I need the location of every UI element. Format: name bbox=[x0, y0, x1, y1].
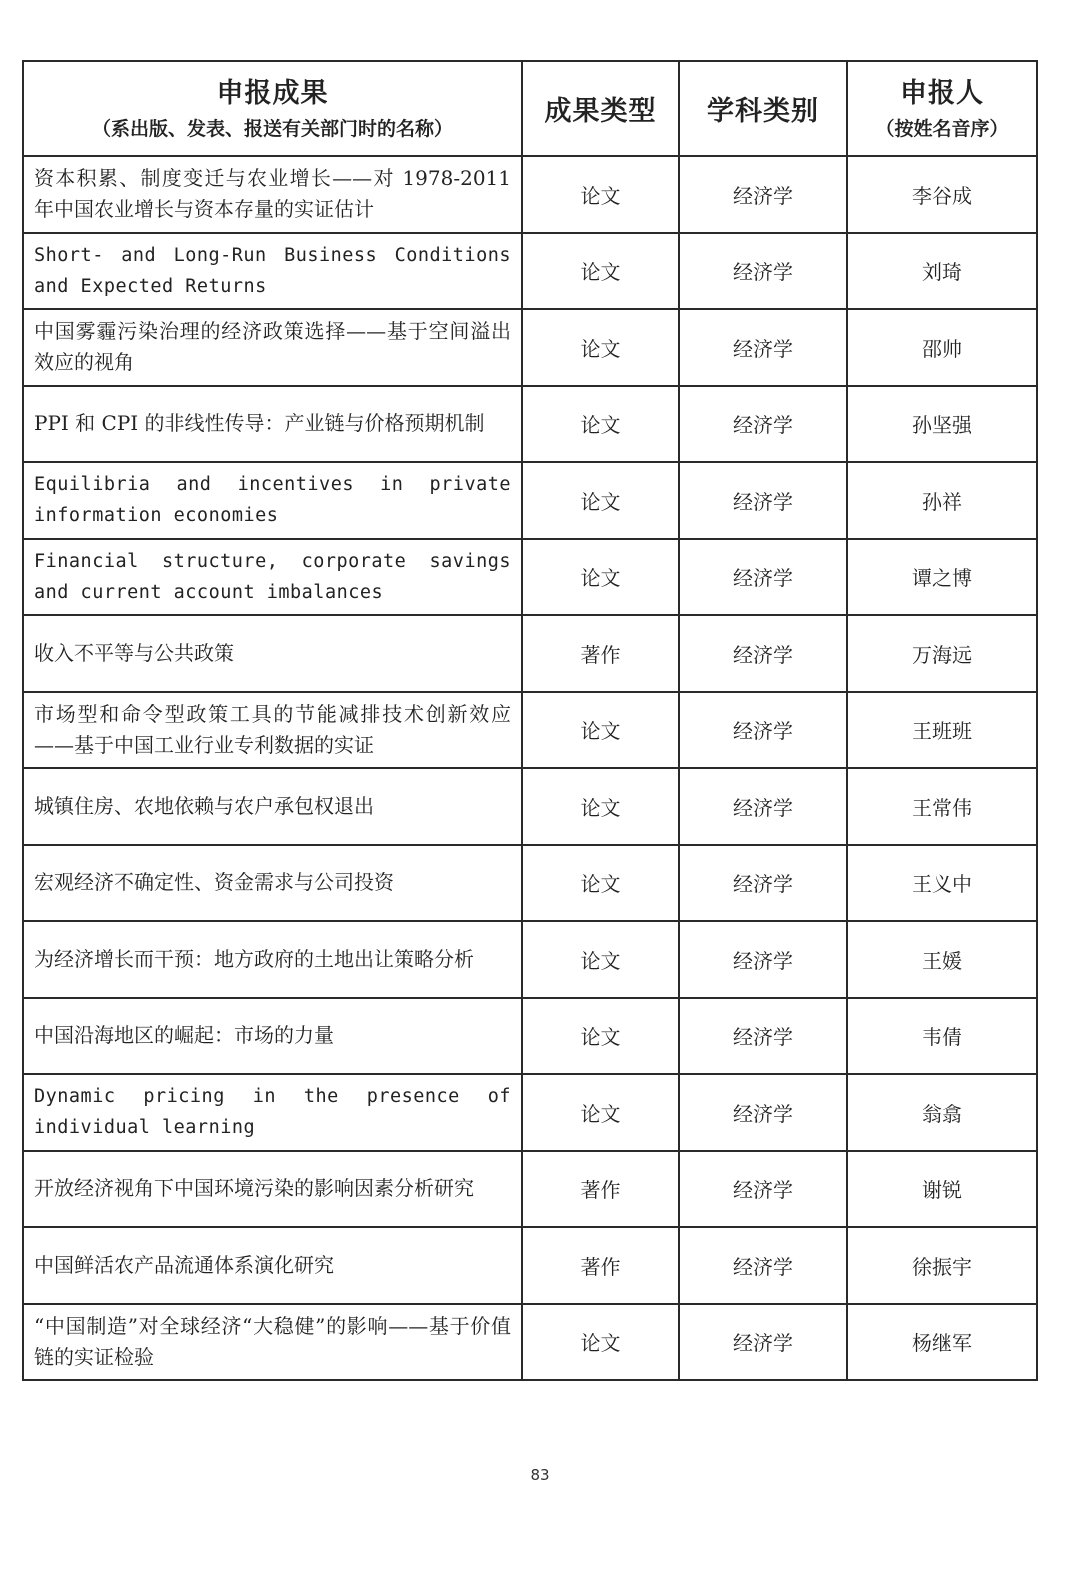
discipline: 经济学 bbox=[679, 998, 847, 1075]
applicant-name: 王媛 bbox=[847, 921, 1037, 998]
achievement-type: 论文 bbox=[522, 998, 679, 1075]
table-row bbox=[23, 615, 1037, 692]
discipline: 经济学 bbox=[679, 1074, 847, 1151]
achievement-type: 论文 bbox=[522, 309, 679, 386]
applicant-name: 刘琦 bbox=[847, 233, 1037, 310]
discipline: 经济学 bbox=[679, 1304, 847, 1381]
applicant-name: 万海远 bbox=[847, 615, 1037, 692]
applicant-name: 谢锐 bbox=[847, 1151, 1037, 1228]
applicant-name: 谭之博 bbox=[847, 539, 1037, 616]
achievement-type: 论文 bbox=[522, 692, 679, 769]
table-row bbox=[23, 462, 1037, 539]
achievement-type: 论文 bbox=[522, 845, 679, 922]
table-row bbox=[23, 1151, 1037, 1228]
applicant-name: 孙坚强 bbox=[847, 386, 1037, 463]
achievement-title: 为经济增长而干预：地方政府的土地出让策略分析 bbox=[34, 946, 474, 971]
achievement-title: 开放经济视角下中国环境污染的影响因素分析研究 bbox=[34, 1176, 474, 1201]
achievement-title-cell bbox=[23, 1227, 522, 1304]
discipline: 经济学 bbox=[679, 309, 847, 386]
table-row bbox=[23, 768, 1037, 845]
achievement-title: 中国沿海地区的崛起：市场的力量 bbox=[34, 1023, 334, 1048]
achievement-title: PPI 和 CPI 的非线性传导：产业链与价格预期机制 bbox=[34, 411, 485, 436]
header-type bbox=[522, 61, 679, 156]
header-achievement-title: 申报成果 bbox=[216, 77, 329, 109]
header-type-label: 成果类型 bbox=[544, 96, 657, 127]
achievement-title: Equilibria and incentives in private information economies bbox=[34, 474, 511, 527]
achievement-title: 城镇住房、农地依赖与农户承包权退出 bbox=[34, 793, 374, 818]
applicant-name: 王班班 bbox=[847, 692, 1037, 769]
achievement-type: 论文 bbox=[522, 768, 679, 845]
applicant-name: 王常伟 bbox=[847, 768, 1037, 845]
achievement-title: Dynamic pricing in the presence of individual learning bbox=[34, 1086, 511, 1139]
achievement-type: 著作 bbox=[522, 615, 679, 692]
discipline: 经济学 bbox=[679, 615, 847, 692]
achievement-type: 论文 bbox=[522, 156, 679, 233]
discipline: 经济学 bbox=[679, 462, 847, 539]
achievement-title-cell bbox=[23, 539, 522, 616]
achievement-type: 论文 bbox=[522, 539, 679, 616]
discipline: 经济学 bbox=[679, 1151, 847, 1228]
achievement-title-cell bbox=[23, 1074, 522, 1151]
discipline: 经济学 bbox=[679, 386, 847, 463]
header-applicant bbox=[847, 61, 1037, 156]
applicant-name: 李谷成 bbox=[847, 156, 1037, 233]
achievement-title: 市场型和命令型政策工具的节能减排技术创新效应——基于中国工业行业专利数据的实证 bbox=[34, 701, 511, 757]
achievement-type: 论文 bbox=[522, 462, 679, 539]
achievement-title: 收入不平等与公共政策 bbox=[34, 640, 234, 665]
table-row bbox=[23, 156, 1037, 233]
header-applicant-title: 申报人 bbox=[900, 77, 984, 109]
table-row bbox=[23, 386, 1037, 463]
achievement-type: 论文 bbox=[522, 921, 679, 998]
achievement-type: 著作 bbox=[522, 1151, 679, 1228]
achievement-type: 论文 bbox=[522, 233, 679, 310]
achievement-title: Financial structure, corporate savings and current account imbalances bbox=[34, 550, 511, 603]
applicant-name: 邵帅 bbox=[847, 309, 1037, 386]
table-row bbox=[23, 1227, 1037, 1304]
achievement-title-cell bbox=[23, 768, 522, 845]
achievement-title-cell bbox=[23, 921, 522, 998]
applicant-name: 韦倩 bbox=[847, 998, 1037, 1075]
achievement-title-cell bbox=[23, 233, 522, 310]
table-row bbox=[23, 921, 1037, 998]
achievement-title-cell bbox=[23, 615, 522, 692]
achievement-title-cell bbox=[23, 386, 522, 463]
applicant-name: 杨继军 bbox=[847, 1304, 1037, 1381]
discipline: 经济学 bbox=[679, 768, 847, 845]
header-achievement bbox=[23, 61, 522, 156]
achievement-title: “中国制造”对全球经济“大稳健”的影响——基于价值链的实证检验 bbox=[34, 1313, 511, 1369]
achievement-title: 资本积累、制度变迁与农业增长——对 1978-2011 年中国农业增长与资本存量的实证估计 bbox=[34, 166, 511, 222]
achievement-title: 中国鲜活农产品流通体系演化研究 bbox=[34, 1252, 334, 1277]
applicant-name: 徐振宇 bbox=[847, 1227, 1037, 1304]
achievement-title-cell bbox=[23, 1304, 522, 1381]
table-row bbox=[23, 1304, 1037, 1381]
header-achievement-note: （系出版、发表、报送有关部门时的名称） bbox=[91, 117, 453, 140]
achievement-type: 著作 bbox=[522, 1227, 679, 1304]
achievement-title-cell bbox=[23, 998, 522, 1075]
header-discipline-label: 学科类别 bbox=[707, 96, 819, 127]
achievement-title: 中国雾霾污染治理的经济政策选择——基于空间溢出效应的视角 bbox=[34, 319, 511, 375]
applicant-name: 孙祥 bbox=[847, 462, 1037, 539]
table-row bbox=[23, 233, 1037, 310]
discipline: 经济学 bbox=[679, 1227, 847, 1304]
applicant-name: 王义中 bbox=[847, 845, 1037, 922]
achievements-table bbox=[22, 60, 1038, 1381]
discipline: 经济学 bbox=[679, 921, 847, 998]
applicant-name: 翁翕 bbox=[847, 1074, 1037, 1151]
table-row bbox=[23, 692, 1037, 769]
table-row bbox=[23, 539, 1037, 616]
discipline: 经济学 bbox=[679, 845, 847, 922]
table-row bbox=[23, 1074, 1037, 1151]
achievement-type: 论文 bbox=[522, 1304, 679, 1381]
achievement-title-cell bbox=[23, 845, 522, 922]
discipline: 经济学 bbox=[679, 156, 847, 233]
discipline: 经济学 bbox=[679, 539, 847, 616]
achievement-title-cell bbox=[23, 156, 522, 233]
page-number: 83 bbox=[530, 1466, 550, 1484]
table-row bbox=[23, 998, 1037, 1075]
table-row bbox=[23, 845, 1037, 922]
achievement-type: 论文 bbox=[522, 386, 679, 463]
achievement-title-cell bbox=[23, 462, 522, 539]
table-body bbox=[23, 156, 1037, 1380]
achievement-title-cell bbox=[23, 692, 522, 769]
table-row bbox=[23, 309, 1037, 386]
achievement-type: 论文 bbox=[522, 1074, 679, 1151]
header-discipline bbox=[679, 61, 847, 156]
achievement-title-cell bbox=[23, 309, 522, 386]
achievement-title: 宏观经济不确定性、资金需求与公司投资 bbox=[34, 870, 394, 895]
header-applicant-note: （按姓名音序） bbox=[875, 117, 1009, 140]
achievement-title-cell bbox=[23, 1151, 522, 1228]
achievement-title: Short- and Long-Run Business Conditions and Expected Returns bbox=[34, 244, 511, 297]
table-header-row bbox=[23, 61, 1037, 156]
discipline: 经济学 bbox=[679, 233, 847, 310]
discipline: 经济学 bbox=[679, 692, 847, 769]
